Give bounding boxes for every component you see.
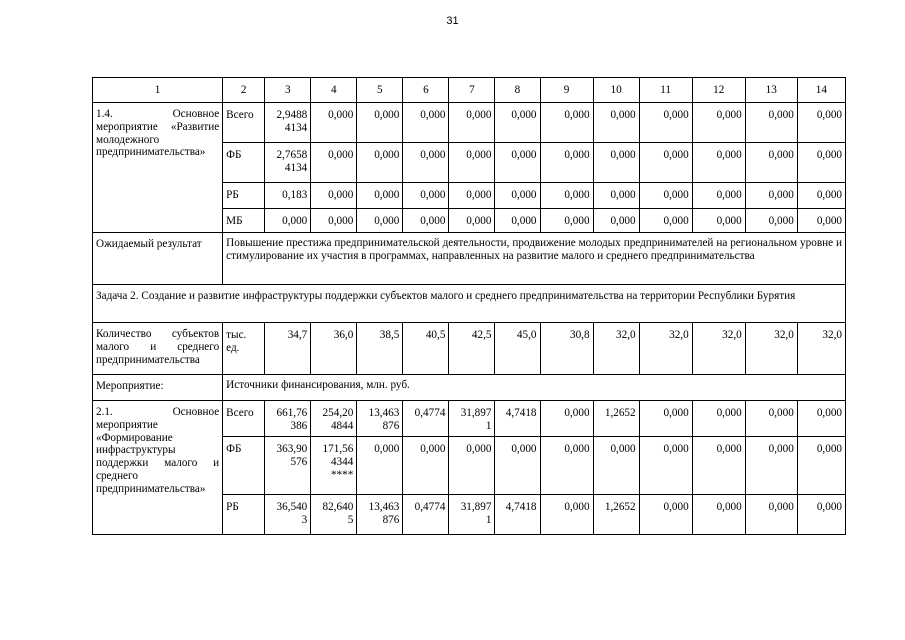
indicator-unit: тыс. ед. xyxy=(223,323,265,375)
value-cell: 0,000 xyxy=(265,209,311,233)
funding-source: РБ xyxy=(223,183,265,209)
funding-source: МБ xyxy=(223,209,265,233)
value-cell: 0,000 xyxy=(639,103,692,143)
header-cell: 3 xyxy=(265,78,311,103)
indicator-value: 30,8 xyxy=(540,323,593,375)
value-cell: 0,000 xyxy=(449,103,495,143)
indicator-value: 42,5 xyxy=(449,323,495,375)
funding-source: Всего xyxy=(223,401,265,437)
header-cell: 5 xyxy=(357,78,403,103)
indicator-value: 34,7 xyxy=(265,323,311,375)
value-cell: 0,000 xyxy=(357,437,403,495)
value-cell: 13,463 876 xyxy=(357,401,403,437)
value-cell: 0,000 xyxy=(311,103,357,143)
indicator-value: 32,0 xyxy=(639,323,692,375)
value-cell: 0,000 xyxy=(540,495,593,535)
value-cell: 31,897 1 xyxy=(449,401,495,437)
value-cell: 0,000 xyxy=(639,143,692,183)
funding-sources-caption: Источники финансирования, млн. руб. xyxy=(223,375,846,401)
value-cell: 0,000 xyxy=(745,209,797,233)
value-cell: 661,76 386 xyxy=(265,401,311,437)
value-cell: 0,000 xyxy=(449,143,495,183)
budget-table xyxy=(92,77,846,535)
header-row xyxy=(93,78,846,103)
value-cell: 0,000 xyxy=(745,437,797,495)
value-cell: 0,000 xyxy=(745,183,797,209)
task-2-text: Задача 2. Создание и развитие инфраструктуры поддержки субъектов малого и среднего предпринимательства на территории Республики Бурятия xyxy=(93,285,846,323)
value-cell: 0,000 xyxy=(540,103,593,143)
funding-source: РБ xyxy=(223,495,265,535)
value-cell: 0,000 xyxy=(692,183,745,209)
value-cell: 0,000 xyxy=(797,183,845,209)
value-cell: 0,000 xyxy=(639,437,692,495)
header-cell: 14 xyxy=(797,78,845,103)
value-cell: 0,000 xyxy=(797,495,845,535)
value-cell: 0,000 xyxy=(495,143,540,183)
value-cell: 363,90 576 xyxy=(265,437,311,495)
header-cell: 9 xyxy=(540,78,593,103)
header-cell: 2 xyxy=(223,78,265,103)
indicator-value: 38,5 xyxy=(357,323,403,375)
value-cell: 0,000 xyxy=(540,437,593,495)
value-cell: 0,000 xyxy=(311,209,357,233)
value-cell: 0,000 xyxy=(449,437,495,495)
value-cell: 0,000 xyxy=(357,209,403,233)
value-cell: 0,000 xyxy=(357,183,403,209)
header-cell: 8 xyxy=(495,78,540,103)
event-row xyxy=(93,375,846,401)
value-cell: 36,540 3 xyxy=(265,495,311,535)
value-cell: 82,640 5 xyxy=(311,495,357,535)
value-cell: 0,000 xyxy=(495,183,540,209)
header-cell: 4 xyxy=(311,78,357,103)
value-cell: 0,000 xyxy=(745,401,797,437)
value-cell: 2,9488 4134 xyxy=(265,103,311,143)
value-cell: 0,000 xyxy=(639,495,692,535)
value-cell: 4,7418 xyxy=(495,495,540,535)
value-cell: 0,000 xyxy=(495,103,540,143)
value-cell: 0,000 xyxy=(449,209,495,233)
m21-row xyxy=(93,401,846,437)
value-cell: 171,56 4344 **** xyxy=(311,437,357,495)
value-cell: 2,7658 4134 xyxy=(265,143,311,183)
value-cell: 0,000 xyxy=(797,143,845,183)
page-number: 31 xyxy=(446,15,459,27)
value-cell: 0,000 xyxy=(540,401,593,437)
header-cell: 12 xyxy=(692,78,745,103)
value-cell: 0,000 xyxy=(797,103,845,143)
header-cell: 11 xyxy=(639,78,692,103)
value-cell: 0,000 xyxy=(403,103,449,143)
value-cell: 0,000 xyxy=(692,209,745,233)
value-cell: 0,000 xyxy=(311,183,357,209)
value-cell: 0,000 xyxy=(403,143,449,183)
indicator-label: Количество субъектов малого и среднего предпринимательства xyxy=(93,323,223,375)
value-cell: 0,000 xyxy=(639,209,692,233)
expected-result-row xyxy=(93,233,846,285)
indicator-value: 36,0 xyxy=(311,323,357,375)
value-cell: 0,000 xyxy=(639,183,692,209)
value-cell: 0,000 xyxy=(692,495,745,535)
indicator-row xyxy=(93,323,846,375)
value-cell: 0,000 xyxy=(593,103,639,143)
event-label: Мероприятие: xyxy=(93,375,223,401)
value-cell: 0,000 xyxy=(797,209,845,233)
expected-result-text: Повышение престижа предпринимательской деятельности, продвижение молодых предпринимателей на региональном уровне и стимулирование их участия в программах, направленных на развитие малого и среднего предпринимательства xyxy=(223,233,846,285)
value-cell: 0,000 xyxy=(540,183,593,209)
m14-title: 1.4. Основное мероприятие «Развитие молодежного предпринимательства» xyxy=(93,103,223,233)
value-cell: 0,000 xyxy=(311,143,357,183)
value-cell: 0,000 xyxy=(639,401,692,437)
value-cell: 0,000 xyxy=(692,143,745,183)
value-cell: 0,000 xyxy=(495,209,540,233)
task-row xyxy=(93,285,846,323)
value-cell: 0,000 xyxy=(797,437,845,495)
value-cell: 0,000 xyxy=(593,209,639,233)
header-cell: 1 xyxy=(93,78,223,103)
value-cell: 0,000 xyxy=(797,401,845,437)
value-cell: 0,000 xyxy=(593,143,639,183)
value-cell: 0,000 xyxy=(540,143,593,183)
funding-source: Всего xyxy=(223,103,265,143)
header-cell: 13 xyxy=(745,78,797,103)
value-cell: 0,183 xyxy=(265,183,311,209)
value-cell: 0,000 xyxy=(745,143,797,183)
value-cell: 13,463 876 xyxy=(357,495,403,535)
header-cell: 7 xyxy=(449,78,495,103)
m21-title: 2.1. Основное мероприятие «Формирование инфраструктуры поддержки малого и среднего предпринимательства» xyxy=(93,401,223,535)
indicator-value: 40,5 xyxy=(403,323,449,375)
value-cell: 254,20 4844 xyxy=(311,401,357,437)
header-cell: 10 xyxy=(593,78,639,103)
value-cell: 0,000 xyxy=(692,401,745,437)
value-cell: 0,4774 xyxy=(403,401,449,437)
indicator-value: 32,0 xyxy=(692,323,745,375)
funding-source: ФБ xyxy=(223,437,265,495)
value-cell: 1,2652 xyxy=(593,401,639,437)
header-cell: 6 xyxy=(403,78,449,103)
value-cell: 0,000 xyxy=(403,437,449,495)
value-cell: 0,000 xyxy=(745,103,797,143)
value-cell: 0,000 xyxy=(593,183,639,209)
value-cell: 0,000 xyxy=(495,437,540,495)
value-cell: 4,7418 xyxy=(495,401,540,437)
value-cell: 31,897 1 xyxy=(449,495,495,535)
value-cell: 0,000 xyxy=(692,437,745,495)
value-cell: 1,2652 xyxy=(593,495,639,535)
value-cell: 0,000 xyxy=(692,103,745,143)
value-cell: 0,000 xyxy=(357,143,403,183)
m14-row xyxy=(93,103,846,143)
value-cell: 0,000 xyxy=(403,209,449,233)
value-cell: 0,000 xyxy=(357,103,403,143)
value-cell: 0,000 xyxy=(540,209,593,233)
value-cell: 0,000 xyxy=(745,495,797,535)
indicator-value: 32,0 xyxy=(797,323,845,375)
value-cell: 0,000 xyxy=(593,437,639,495)
indicator-value: 32,0 xyxy=(593,323,639,375)
funding-source: ФБ xyxy=(223,143,265,183)
indicator-value: 32,0 xyxy=(745,323,797,375)
expected-result-label: Ожидаемый результат xyxy=(93,233,223,285)
value-cell: 0,4774 xyxy=(403,495,449,535)
value-cell: 0,000 xyxy=(449,183,495,209)
indicator-value: 45,0 xyxy=(495,323,540,375)
value-cell: 0,000 xyxy=(403,183,449,209)
